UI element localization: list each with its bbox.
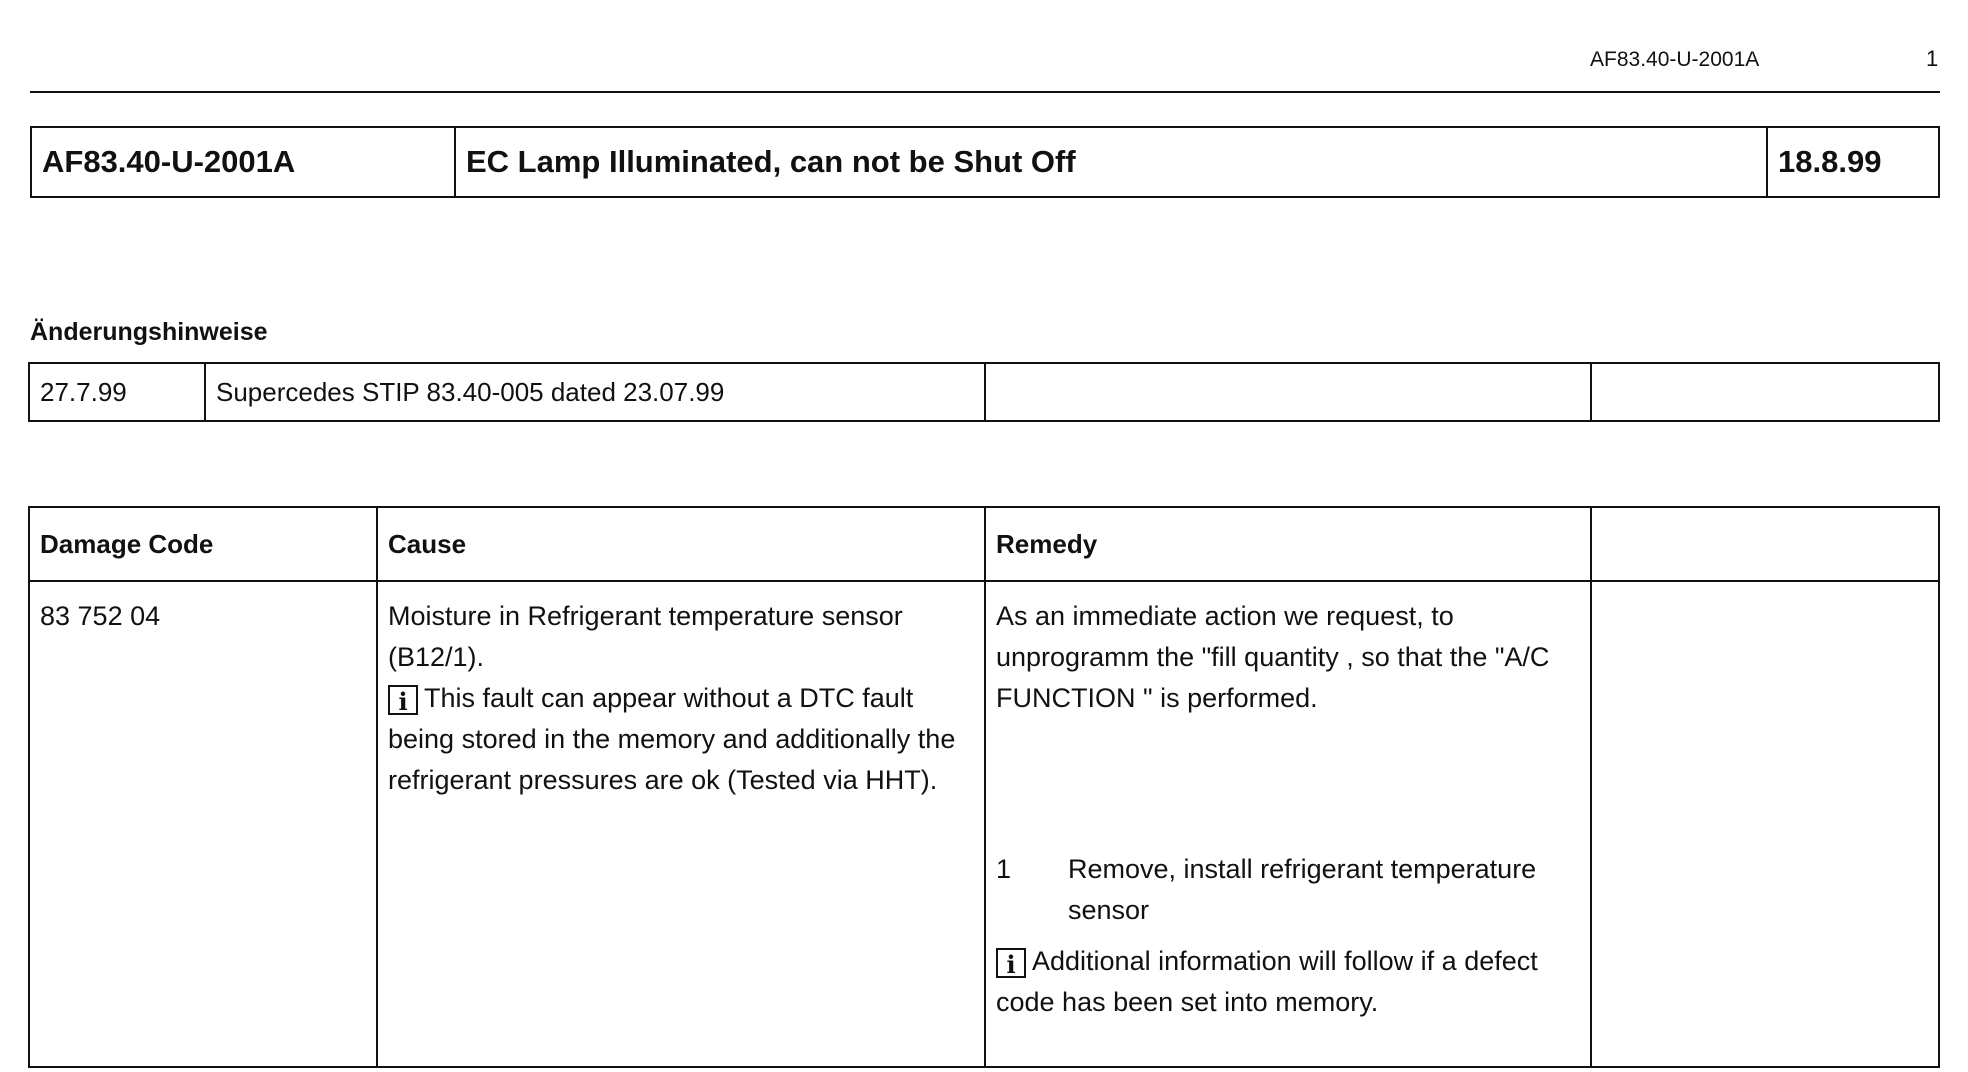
cause-cell (377, 581, 985, 1067)
cause-text: Moisture in Refrigerant temperature sensor (B12/1). (388, 601, 903, 672)
header-extra (1591, 507, 1939, 581)
table-header-row (29, 507, 1939, 581)
remedy-step (996, 849, 1580, 931)
change-col3 (985, 363, 1591, 421)
header-damage-code: Damage Code (29, 507, 377, 581)
cause-note-text: This fault can appear without a DTC fault being stored in the memory and additionally the refrigerant pressures are ok (Tested via HHT). (388, 683, 956, 795)
info-icon: i (388, 685, 418, 715)
page-number: 1 (1926, 46, 1939, 71)
cause-note (388, 678, 974, 801)
change-text: Supercedes STIP 83.40-005 dated 23.07.99 (205, 363, 985, 421)
header-cause: Cause (377, 507, 985, 581)
document-title: EC Lamp Illuminated, can not be Shut Off (455, 127, 1767, 197)
title-table (30, 126, 1940, 198)
remedy-note-text: Additional information will follow if a defect code has been set into memory. (996, 946, 1538, 1017)
table-row (29, 581, 1939, 1067)
damage-table (28, 506, 1940, 1068)
info-icon: i (996, 948, 1026, 978)
changes-heading: Änderungshinweise (30, 318, 268, 346)
title-date: 18.8.99 (1767, 127, 1939, 197)
header-doc-code: AF83.40-U-2001A (1590, 48, 1760, 71)
damage-code: 83 752 04 (40, 601, 161, 631)
remedy-step-number: 1 (996, 854, 1012, 884)
title-code: AF83.40-U-2001A (31, 127, 455, 197)
damage-code-cell (29, 581, 377, 1067)
remedy-note (996, 941, 1580, 1023)
remedy-cell (985, 581, 1591, 1067)
remedy-text: As an immediate action we request, to unprogramm the "fill quantity , so that the "A/C FUNCTION " is performed. (996, 601, 1550, 713)
change-col4 (1591, 363, 1939, 421)
header-divider (30, 91, 1940, 93)
changes-table (28, 362, 1940, 422)
change-date: 27.7.99 (29, 363, 205, 421)
remedy-step-text: Remove, install refrigerant temperature sensor (1068, 854, 1537, 925)
extra-cell (1591, 581, 1939, 1067)
table-row (29, 363, 1939, 421)
header-remedy: Remedy (985, 507, 1591, 581)
